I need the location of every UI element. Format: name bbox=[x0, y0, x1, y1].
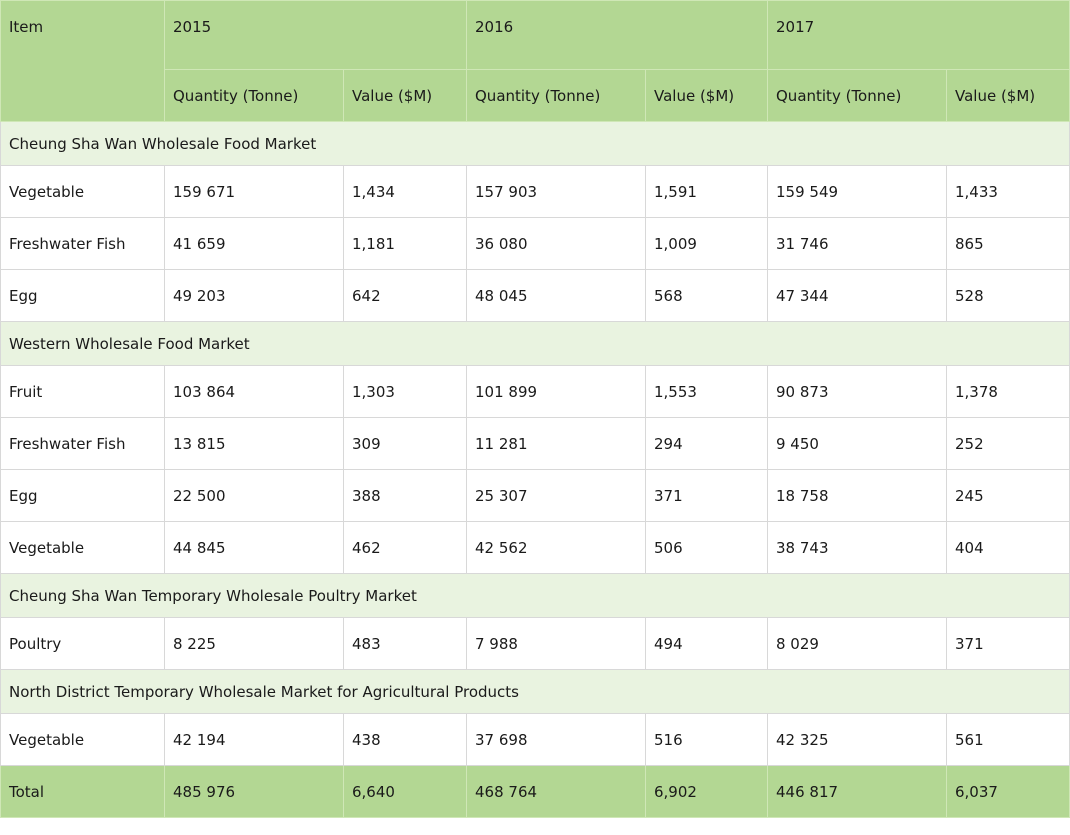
total-quantity-cell: 468 764 bbox=[467, 766, 646, 818]
quantity-cell: 25 307 bbox=[467, 470, 646, 522]
quantity-cell: 11 281 bbox=[467, 418, 646, 470]
quantity-cell: 42 325 bbox=[768, 714, 947, 766]
quantity-cell: 36 080 bbox=[467, 218, 646, 270]
item-cell: Egg bbox=[1, 270, 165, 322]
quantity-cell: 7 988 bbox=[467, 618, 646, 670]
total-quantity-cell: 446 817 bbox=[768, 766, 947, 818]
quantity-cell: 31 746 bbox=[768, 218, 947, 270]
group-row bbox=[1, 574, 1070, 618]
item-cell: Freshwater Fish bbox=[1, 218, 165, 270]
value-cell: 309 bbox=[344, 418, 467, 470]
value-cell: 371 bbox=[947, 618, 1070, 670]
table-row bbox=[1, 522, 1070, 574]
quantity-cell: 8 225 bbox=[165, 618, 344, 670]
value-cell: 1,433 bbox=[947, 166, 1070, 218]
item-header: Item bbox=[1, 1, 165, 122]
quantity-cell: 8 029 bbox=[768, 618, 947, 670]
table-row bbox=[1, 418, 1070, 470]
table-row bbox=[1, 618, 1070, 670]
value-cell: 294 bbox=[646, 418, 768, 470]
table-row bbox=[1, 470, 1070, 522]
quantity-cell: 41 659 bbox=[165, 218, 344, 270]
value-cell: 1,553 bbox=[646, 366, 768, 418]
year-header-2017: 2017 bbox=[768, 1, 1070, 70]
quantity-cell: 38 743 bbox=[768, 522, 947, 574]
table-row bbox=[1, 166, 1070, 218]
quantity-cell: 159 549 bbox=[768, 166, 947, 218]
item-cell: Poultry bbox=[1, 618, 165, 670]
quantity-cell: 22 500 bbox=[165, 470, 344, 522]
group-title: North District Temporary Wholesale Market for Agricultural Products bbox=[1, 670, 1070, 714]
quantity-cell: 42 562 bbox=[467, 522, 646, 574]
table-row bbox=[1, 714, 1070, 766]
value-cell: 404 bbox=[947, 522, 1070, 574]
quantity-cell: 157 903 bbox=[467, 166, 646, 218]
total-value-cell: 6,640 bbox=[344, 766, 467, 818]
value-cell: 388 bbox=[344, 470, 467, 522]
value-cell: 642 bbox=[344, 270, 467, 322]
item-cell: Vegetable bbox=[1, 714, 165, 766]
total-quantity-cell: 485 976 bbox=[165, 766, 344, 818]
quantity-cell: 18 758 bbox=[768, 470, 947, 522]
quantity-cell: 103 864 bbox=[165, 366, 344, 418]
quantity-header: Quantity (Tonne) bbox=[768, 70, 947, 122]
value-cell: 506 bbox=[646, 522, 768, 574]
quantity-cell: 48 045 bbox=[467, 270, 646, 322]
value-cell: 1,303 bbox=[344, 366, 467, 418]
item-cell: Egg bbox=[1, 470, 165, 522]
quantity-cell: 47 344 bbox=[768, 270, 947, 322]
quantity-cell: 49 203 bbox=[165, 270, 344, 322]
value-cell: 1,591 bbox=[646, 166, 768, 218]
value-cell: 516 bbox=[646, 714, 768, 766]
group-row bbox=[1, 322, 1070, 366]
value-header: Value ($M) bbox=[947, 70, 1070, 122]
year-header-2015: 2015 bbox=[165, 1, 467, 70]
quantity-cell: 37 698 bbox=[467, 714, 646, 766]
value-cell: 371 bbox=[646, 470, 768, 522]
value-cell: 245 bbox=[947, 470, 1070, 522]
year-header-2016: 2016 bbox=[467, 1, 768, 70]
item-cell: Vegetable bbox=[1, 522, 165, 574]
value-cell: 1,009 bbox=[646, 218, 768, 270]
group-title: Cheung Sha Wan Temporary Wholesale Poultry Market bbox=[1, 574, 1070, 618]
quantity-cell: 13 815 bbox=[165, 418, 344, 470]
value-cell: 462 bbox=[344, 522, 467, 574]
total-value-cell: 6,902 bbox=[646, 766, 768, 818]
group-row bbox=[1, 670, 1070, 714]
value-cell: 252 bbox=[947, 418, 1070, 470]
quantity-cell: 44 845 bbox=[165, 522, 344, 574]
value-cell: 1,434 bbox=[344, 166, 467, 218]
value-header: Value ($M) bbox=[646, 70, 768, 122]
group-title: Cheung Sha Wan Wholesale Food Market bbox=[1, 122, 1070, 166]
quantity-cell: 101 899 bbox=[467, 366, 646, 418]
quantity-cell: 159 671 bbox=[165, 166, 344, 218]
value-cell: 561 bbox=[947, 714, 1070, 766]
value-cell: 865 bbox=[947, 218, 1070, 270]
table-row bbox=[1, 366, 1070, 418]
total-value-cell: 6,037 bbox=[947, 766, 1070, 818]
value-cell: 568 bbox=[646, 270, 768, 322]
item-cell: Fruit bbox=[1, 366, 165, 418]
item-cell: Freshwater Fish bbox=[1, 418, 165, 470]
value-cell: 494 bbox=[646, 618, 768, 670]
value-header: Value ($M) bbox=[344, 70, 467, 122]
quantity-cell: 42 194 bbox=[165, 714, 344, 766]
header-row-years bbox=[1, 1, 1070, 70]
item-cell: Vegetable bbox=[1, 166, 165, 218]
table-body bbox=[1, 122, 1070, 818]
quantity-header: Quantity (Tonne) bbox=[467, 70, 646, 122]
group-row bbox=[1, 122, 1070, 166]
value-cell: 483 bbox=[344, 618, 467, 670]
quantity-cell: 9 450 bbox=[768, 418, 947, 470]
quantity-header: Quantity (Tonne) bbox=[165, 70, 344, 122]
quantity-cell: 90 873 bbox=[768, 366, 947, 418]
value-cell: 1,378 bbox=[947, 366, 1070, 418]
total-row bbox=[1, 766, 1070, 818]
table-row bbox=[1, 270, 1070, 322]
value-cell: 438 bbox=[344, 714, 467, 766]
value-cell: 528 bbox=[947, 270, 1070, 322]
total-label: Total bbox=[1, 766, 165, 818]
value-cell: 1,181 bbox=[344, 218, 467, 270]
group-title: Western Wholesale Food Market bbox=[1, 322, 1070, 366]
table-row bbox=[1, 218, 1070, 270]
